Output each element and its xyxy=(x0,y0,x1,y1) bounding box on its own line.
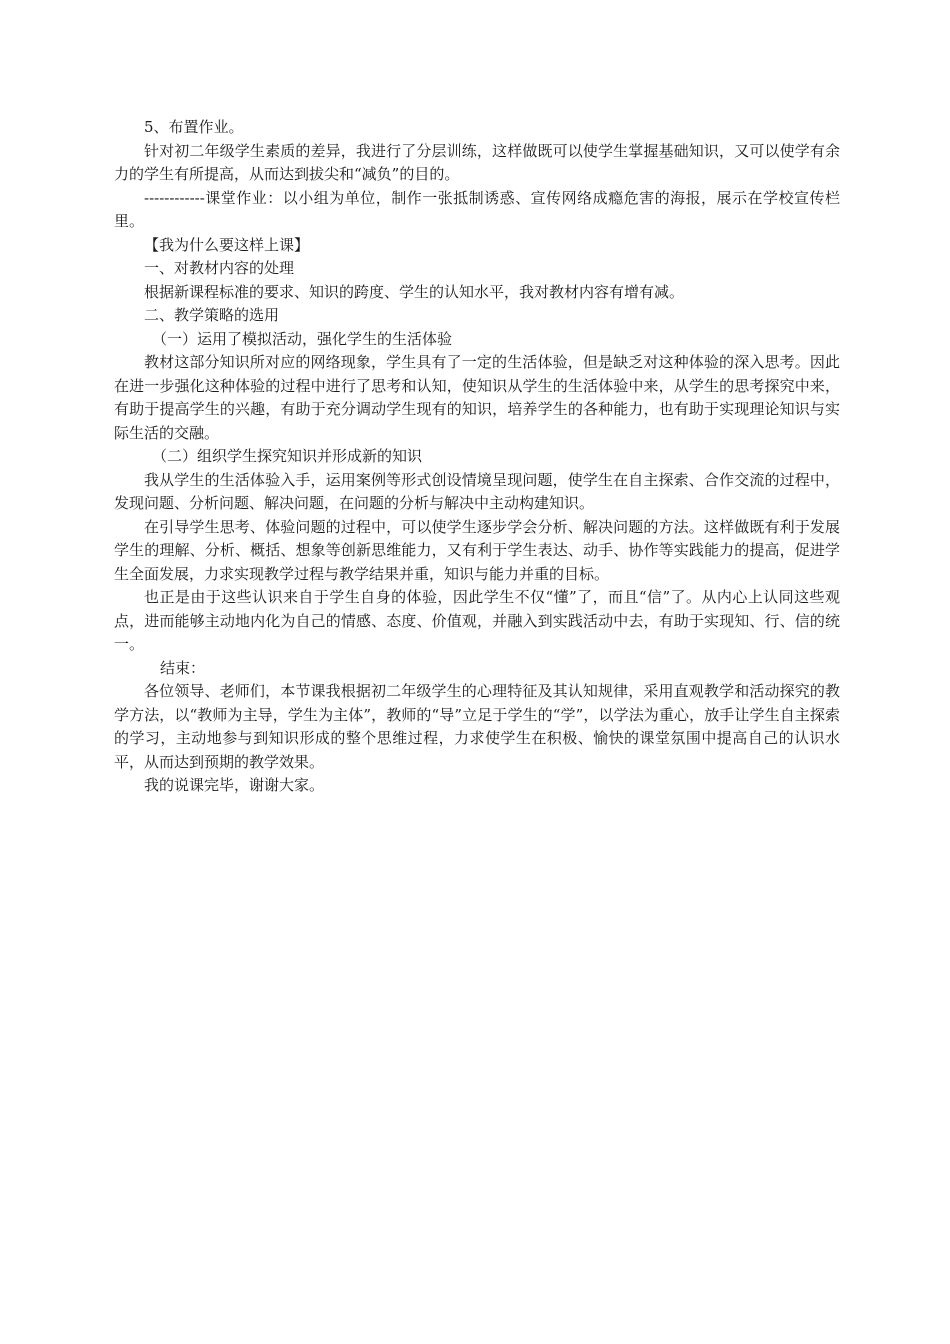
document-body xyxy=(114,116,840,798)
paragraph-section-one-heading: 一、对教材内容的处理 xyxy=(144,259,295,277)
paragraph-conclusion-heading: 结束： xyxy=(160,658,206,677)
paragraph-self-experience: 也正是由于这些认识来自于学生自身的体验，因此学生不仅“懂”了，而且“信”了。从内心上认同这些观点，进而能够主动地内化为自己的情感、态度、价值观，并融入到实践活动中去，有助于实现知、行、信的统一。 xyxy=(114,588,840,653)
paragraph-subsection-one-heading: （一）运用了模拟活动，强化学生的生活体验 xyxy=(152,329,453,348)
paragraph-guiding-thinking: 在引导学生思考、体验问题的过程中，可以使学生逐步学会分析、解决问题的方法。这样做既有利于发展学生的理解、分析、概括、想象等创新思维能力，又有利于学生表达、动手、协作等实践能力的提高，促进学生全面发展，力求实现教学过程与教学结果并重，知识与能力并重的目标。 xyxy=(114,517,840,583)
paragraph-section-two-heading: 二、教学策略的选用 xyxy=(144,306,280,324)
paragraph-why-teach-heading: 【我为什么要这样上课】 xyxy=(144,235,310,254)
paragraph-life-experience: 我从学生的生活体验入手，运用案例等形式创设情境呈现问题，使学生在自主探索、合作交流的过程中，发现问题、分析问题、解决问题，在问题的分析与解决中主动构建知识。 xyxy=(114,470,840,512)
paragraph-layered-training: 针对初二年级学生素质的差异，我进行了分层训练，这样做既可以使学生掌握基础知识，又可以使学有余力的学生有所提高，从而达到拔尖和“减负”的目的。 xyxy=(114,141,840,183)
paragraph-simulation-activity: 教材这部分知识所对应的网络现象，学生具有了一定的生活体验，但是缺乏对这种体验的深入思考。因此在进一步强化这种体验的过程中进行了思考和认知，使知识从学生的生活体验中来，从学生的思考探究中来，有助于提高学生的兴趣，有助于充分调动学生现有的知识，培养学生的各种能力，也有助于实现理论知识与实际生活的交融。 xyxy=(114,353,840,442)
paragraph-content-processing: 根据新课程标准的要求、知识的跨度、学生的认知水平，我对教材内容有增有减。 xyxy=(144,282,685,301)
paragraph-homework-heading: 5、布置作业。 xyxy=(144,118,244,136)
paragraph-conclusion-body: 各位领导、老师们，本节课我根据初二年级学生的心理特征及其认知规律，采用直观教学和活动探究的教学方法，以“教师为主导，学生为主体”，教师的“导”立足于学生的“学”，以学法为重心，放手让学生自主探索的学习，主动地参与到知识形成的整个思维过程，力求使学生在积极、愉快的课堂氛围中提高自己的认识水平，从而达到预期的教学效果。 xyxy=(114,682,840,771)
paragraph-subsection-two-heading: （二）组织学生探究知识并形成新的知识 xyxy=(152,447,423,465)
paragraph-class-assignment: ------------课堂作业：以小组为单位，制作一张抵制诱惑、宣传网络成瘾危害的海报，展示在学校宣传栏里。 xyxy=(114,188,840,230)
paragraph-closing: 我的说课完毕，谢谢大家。 xyxy=(144,776,325,794)
